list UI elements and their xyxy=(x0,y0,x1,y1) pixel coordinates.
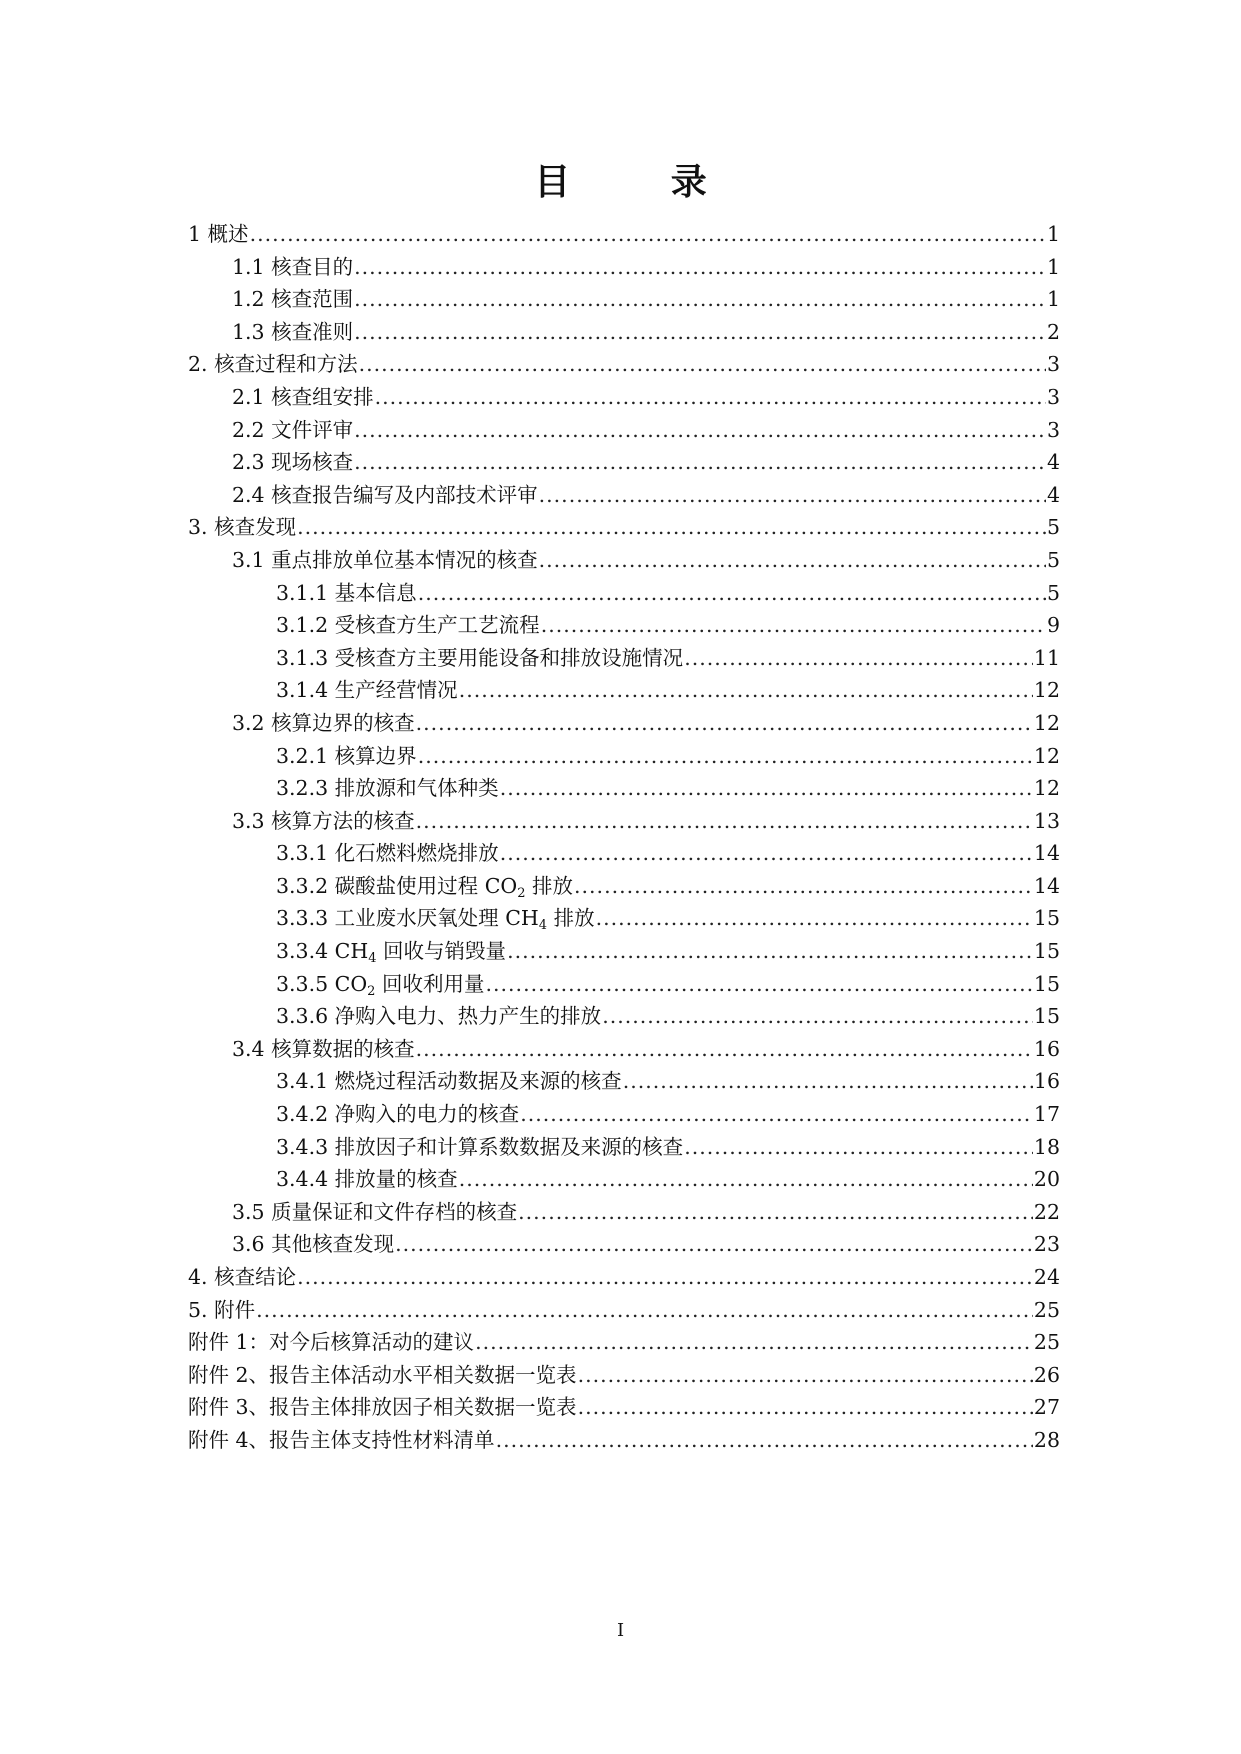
toc-entry[interactable] xyxy=(188,316,1060,349)
toc-label-text: 2.4 核查报告编写及内部技术评审 xyxy=(232,482,538,507)
dot-leader xyxy=(520,1098,1033,1131)
toc-page-number: 5 xyxy=(1046,547,1060,572)
toc-entry[interactable] xyxy=(188,740,1060,773)
toc-entry-label xyxy=(232,479,538,512)
dot-leader xyxy=(459,1163,1033,1196)
toc-label-text: 3.4.4 排放量的核查 xyxy=(276,1167,458,1192)
toc-label-text: 附件 4、报告主体支持性材料清单 xyxy=(188,1427,495,1452)
toc-entry[interactable] xyxy=(188,902,1060,935)
toc-label-text: 1.3 核查准则 xyxy=(232,319,354,344)
toc-page-number: 16 xyxy=(1033,1069,1060,1094)
dot-leader xyxy=(539,479,1046,512)
toc-label-text: 5. 附件 xyxy=(188,1297,256,1322)
toc-page-number: 25 xyxy=(1033,1330,1060,1355)
dot-leader xyxy=(475,1326,1033,1359)
toc-label-text: 1 概述 xyxy=(188,222,249,246)
toc-page-number: 17 xyxy=(1033,1102,1060,1127)
dot-leader xyxy=(541,609,1046,642)
toc-entry-label xyxy=(276,1131,683,1164)
toc-entry[interactable] xyxy=(188,870,1060,903)
toc-entry-label xyxy=(276,1065,622,1098)
toc-entry-label xyxy=(276,902,595,939)
toc-label-text: 3.2.1 核算边界 xyxy=(276,743,417,768)
toc-entry[interactable] xyxy=(188,837,1060,870)
toc-page-number: 5 xyxy=(1046,580,1060,605)
toc-page-number: 15 xyxy=(1033,939,1060,964)
toc-entry[interactable] xyxy=(188,283,1060,316)
toc-entry[interactable] xyxy=(188,251,1060,284)
toc-entry-label xyxy=(188,1326,474,1359)
toc-label-text: 附件 1：对今后核算活动的建议 xyxy=(188,1330,475,1355)
subscript: 2 xyxy=(367,983,376,999)
dot-leader xyxy=(418,740,1033,773)
dot-leader xyxy=(485,968,1032,1001)
toc-label-text: 3.2 核算边界的核查 xyxy=(232,710,415,735)
toc-label-text: 3.1.2 受核查方生产工艺流程 xyxy=(276,613,540,638)
toc-label-text: 3.3.3 工业废水厌氧处理 CH xyxy=(276,906,539,931)
toc-entry[interactable] xyxy=(188,1000,1060,1033)
toc-entry[interactable] xyxy=(188,1326,1060,1359)
toc-label-text: 3.4 核算数据的核查 xyxy=(232,1036,415,1061)
dot-leader xyxy=(354,283,1046,316)
toc-page-number: 12 xyxy=(1033,710,1060,735)
dot-leader xyxy=(354,446,1046,479)
toc-entry-label xyxy=(276,609,540,642)
toc-entry-label xyxy=(232,707,415,740)
toc-page-number: 1 xyxy=(1046,287,1060,312)
toc-label-text: 1.2 核查范围 xyxy=(232,287,354,312)
dot-leader xyxy=(418,577,1046,610)
dot-leader xyxy=(602,1000,1033,1033)
toc-page-number: 12 xyxy=(1033,678,1060,703)
toc-entry[interactable] xyxy=(188,642,1060,675)
dot-leader xyxy=(416,707,1033,740)
subscript: 4 xyxy=(538,918,548,934)
toc-entry[interactable] xyxy=(188,1065,1060,1098)
toc-entry[interactable] xyxy=(188,446,1060,479)
toc-label-text: 4. 核查结论 xyxy=(188,1265,297,1289)
toc-entry-label xyxy=(188,1294,255,1327)
dot-leader xyxy=(684,642,1033,675)
toc-label-text: 2.1 核查组安排 xyxy=(232,384,374,409)
toc-entry[interactable] xyxy=(188,1359,1060,1392)
toc-entry-label xyxy=(276,1000,601,1033)
dot-leader xyxy=(507,935,1033,968)
toc-label-text: 3.1.4 生产经营情况 xyxy=(276,678,458,703)
toc-label-text: 3.3.2 碳酸盐使用过程 CO xyxy=(276,873,518,898)
toc-entry[interactable] xyxy=(188,772,1060,805)
toc-page-number: 24 xyxy=(1033,1265,1060,1289)
toc-label-text: 3.4.1 燃烧过程活动数据及来源的核查 xyxy=(276,1069,622,1094)
dot-leader xyxy=(250,218,1046,251)
toc-label-text: 2.2 文件评审 xyxy=(232,417,354,442)
dot-leader xyxy=(596,902,1033,935)
toc-entry-label xyxy=(276,935,506,972)
toc-entry-label xyxy=(276,674,458,707)
table-of-contents xyxy=(188,218,1060,1457)
page-number-footer: I xyxy=(616,1620,625,1641)
dot-leader xyxy=(416,805,1033,838)
toc-page-number: 18 xyxy=(1033,1134,1060,1159)
dot-leader xyxy=(623,1065,1033,1098)
toc-entry[interactable] xyxy=(188,609,1060,642)
dot-leader xyxy=(256,1294,1033,1327)
toc-label-text: 3.3.4 CH xyxy=(276,939,369,964)
toc-entry-label xyxy=(232,251,353,284)
dot-leader xyxy=(395,1228,1033,1261)
toc-entry-label xyxy=(276,642,683,675)
page-title: 目 录 xyxy=(534,161,751,203)
toc-page-number: 23 xyxy=(1033,1232,1060,1257)
toc-entry[interactable] xyxy=(188,218,1060,251)
toc-label-text: 排放 xyxy=(547,906,595,931)
toc-entry[interactable] xyxy=(188,1261,1060,1294)
toc-page-number: 3 xyxy=(1046,352,1060,377)
dot-leader xyxy=(574,870,1033,903)
toc-entry-label xyxy=(188,511,296,544)
toc-page-number: 25 xyxy=(1033,1297,1060,1322)
toc-entry[interactable] xyxy=(188,1098,1060,1131)
toc-page-number: 26 xyxy=(1033,1362,1060,1387)
toc-entry[interactable] xyxy=(188,1228,1060,1261)
toc-entry-label xyxy=(232,805,415,838)
toc-entry-label xyxy=(232,381,374,414)
toc-page-number: 9 xyxy=(1046,613,1060,638)
toc-label-text: 2.3 现场核查 xyxy=(232,450,354,475)
dot-leader xyxy=(500,772,1033,805)
dot-leader xyxy=(297,1261,1033,1294)
toc-entry[interactable] xyxy=(188,479,1060,512)
toc-label-text: 回收利用量 xyxy=(375,971,485,996)
toc-entry-label xyxy=(188,218,249,251)
toc-label-text: 3.6 其他核查发现 xyxy=(232,1232,395,1257)
toc-entry-label xyxy=(276,837,499,870)
toc-label-text: 3.3.5 CO xyxy=(276,971,368,996)
toc-label-text: 3.4.3 排放因子和计算系数数据及来源的核查 xyxy=(276,1134,684,1159)
toc-entry-label xyxy=(232,1196,517,1229)
toc-label-text: 3.2.3 排放源和气体种类 xyxy=(276,776,499,801)
toc-entry[interactable] xyxy=(188,511,1060,544)
toc-entry[interactable] xyxy=(188,1131,1060,1164)
toc-entry[interactable] xyxy=(188,1196,1060,1229)
toc-page-number: 15 xyxy=(1033,971,1060,996)
dot-leader xyxy=(518,1196,1033,1229)
dot-leader xyxy=(359,348,1046,381)
toc-entry[interactable] xyxy=(188,1033,1060,1066)
toc-entry-label xyxy=(188,1359,577,1392)
toc-label-text: 排放 xyxy=(525,873,573,898)
subscript: 2 xyxy=(517,885,526,901)
toc-label-text: 附件 2、报告主体活动水平相关数据一览表 xyxy=(188,1362,577,1387)
toc-page-number: 27 xyxy=(1033,1395,1060,1420)
dot-leader xyxy=(354,316,1046,349)
toc-entry[interactable] xyxy=(188,577,1060,610)
dot-leader xyxy=(578,1391,1033,1424)
dot-leader xyxy=(684,1131,1033,1164)
toc-page-number: 20 xyxy=(1033,1167,1060,1192)
toc-label-text: 3.5 质量保证和文件存档的核查 xyxy=(232,1199,518,1224)
toc-entry-label xyxy=(232,414,353,447)
dot-leader xyxy=(297,511,1046,544)
toc-label-text: 3.1.1 基本信息 xyxy=(276,580,417,605)
toc-page-number: 1 xyxy=(1046,254,1060,279)
toc-label-text: 回收与销毁量 xyxy=(376,939,507,964)
toc-entry-label xyxy=(276,870,573,907)
toc-label-text: 3.3 核算方法的核查 xyxy=(232,808,415,833)
toc-entry[interactable] xyxy=(188,544,1060,577)
toc-entry-label xyxy=(276,740,417,773)
toc-page-number: 13 xyxy=(1033,808,1060,833)
toc-entry[interactable] xyxy=(188,414,1060,447)
toc-entry-label xyxy=(188,1261,296,1294)
dot-leader xyxy=(375,381,1046,414)
toc-page-number: 11 xyxy=(1033,645,1060,670)
toc-entry-label xyxy=(276,1163,458,1196)
toc-entry[interactable] xyxy=(188,381,1060,414)
toc-page-number: 12 xyxy=(1033,743,1060,768)
toc-page-number: 28 xyxy=(1033,1427,1060,1452)
toc-page-number: 22 xyxy=(1033,1199,1060,1224)
toc-entry-label xyxy=(188,1424,495,1457)
toc-entry[interactable] xyxy=(188,1294,1060,1327)
toc-entry[interactable] xyxy=(188,1391,1060,1424)
toc-label-text: 3. 核查发现 xyxy=(188,515,297,540)
toc-entry[interactable] xyxy=(188,805,1060,838)
toc-entry-label xyxy=(276,772,499,805)
toc-entry-label xyxy=(232,316,353,349)
toc-page-number: 15 xyxy=(1033,1004,1060,1029)
toc-entry-label xyxy=(276,577,417,610)
toc-label-text: 3.1 重点排放单位基本情况的核查 xyxy=(232,547,538,572)
toc-page-number: 16 xyxy=(1033,1036,1060,1061)
dot-leader xyxy=(354,414,1046,447)
toc-entry-label xyxy=(232,446,353,479)
toc-entry-label xyxy=(188,348,358,381)
toc-label-text: 3.1.3 受核查方主要用能设备和排放设施情况 xyxy=(276,645,684,670)
subscript: 4 xyxy=(368,951,377,967)
toc-entry-label xyxy=(276,1098,519,1131)
toc-page-number: 3 xyxy=(1046,384,1060,409)
toc-entry[interactable] xyxy=(188,707,1060,740)
toc-page-number: 4 xyxy=(1046,450,1060,475)
toc-entry-label xyxy=(276,968,484,1005)
dot-leader xyxy=(539,544,1046,577)
dot-leader xyxy=(416,1033,1033,1066)
toc-entry-label xyxy=(232,283,353,316)
toc-page-number: 14 xyxy=(1033,841,1060,866)
toc-label-text: 1.1 核查目的 xyxy=(232,254,354,279)
toc-label-text: 2. 核查过程和方法 xyxy=(188,352,358,377)
toc-page-number: 12 xyxy=(1033,776,1060,801)
dot-leader xyxy=(354,251,1046,284)
toc-page-number: 5 xyxy=(1046,515,1060,540)
toc-entry[interactable] xyxy=(188,935,1060,968)
dot-leader xyxy=(500,837,1033,870)
toc-page-number: 4 xyxy=(1046,482,1060,507)
toc-entry-label xyxy=(232,1033,415,1066)
toc-page-number: 2 xyxy=(1046,319,1060,344)
toc-page-number: 1 xyxy=(1046,222,1060,246)
toc-entry[interactable] xyxy=(188,674,1060,707)
toc-label-text: 附件 3、报告主体排放因子相关数据一览表 xyxy=(188,1395,577,1420)
toc-entry[interactable] xyxy=(188,968,1060,1001)
toc-entry-label xyxy=(188,1391,577,1424)
toc-page-number: 14 xyxy=(1033,873,1060,898)
toc-page-number: 15 xyxy=(1033,906,1060,931)
toc-entry-label xyxy=(232,544,538,577)
toc-page-number: 3 xyxy=(1046,417,1060,442)
toc-entry[interactable] xyxy=(188,348,1060,381)
toc-entry-label xyxy=(232,1228,394,1261)
dot-leader xyxy=(578,1359,1033,1392)
toc-label-text: 3.3.1 化石燃料燃烧排放 xyxy=(276,841,499,866)
toc-label-text: 3.4.2 净购入的电力的核查 xyxy=(276,1102,520,1127)
dot-leader xyxy=(496,1424,1033,1457)
toc-entry[interactable] xyxy=(188,1163,1060,1196)
toc-entry[interactable] xyxy=(188,1424,1060,1457)
dot-leader xyxy=(459,674,1033,707)
toc-label-text: 3.3.6 净购入电力、热力产生的排放 xyxy=(276,1004,602,1029)
